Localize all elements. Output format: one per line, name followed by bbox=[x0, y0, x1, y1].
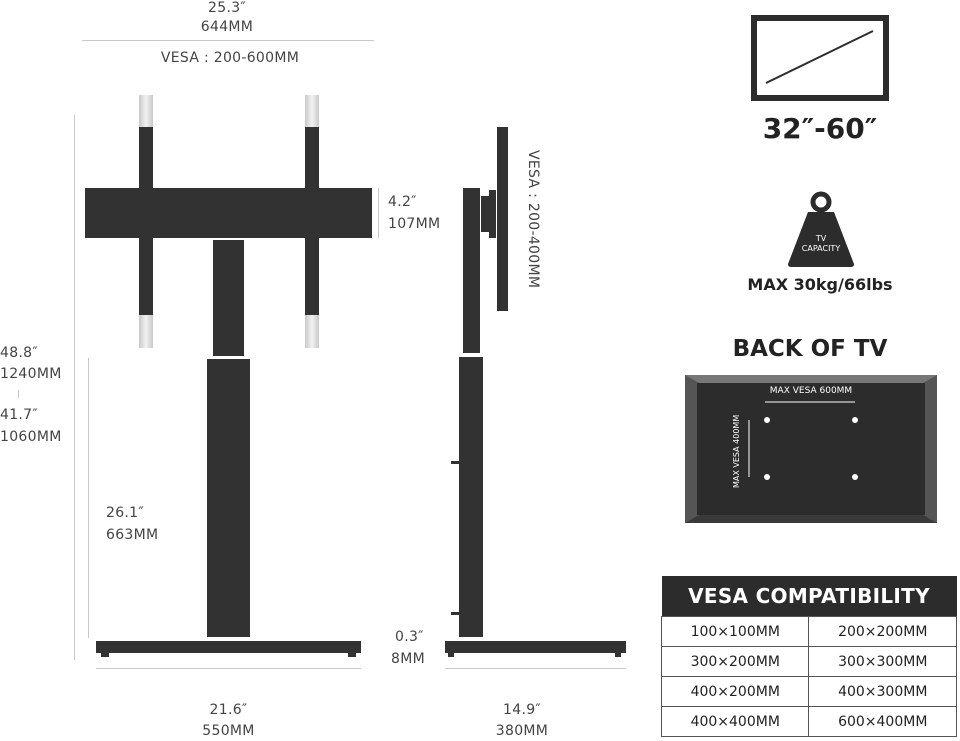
front-top-width-mm: 644MM bbox=[200, 19, 254, 35]
vesa-cell: 600×400MM bbox=[809, 707, 957, 737]
front-base-foot-right bbox=[348, 653, 356, 657]
vesa-table-title: VESA COMPATIBILITY bbox=[662, 576, 957, 617]
table-row bbox=[662, 647, 957, 677]
total-height-min-mm: 1060MM bbox=[0, 429, 62, 445]
right-arm-bottom-tip bbox=[305, 315, 319, 348]
vesa-cell: 300×200MM bbox=[662, 647, 809, 677]
side-lower-column bbox=[459, 357, 483, 637]
back-of-tv-title: BACK OF TV bbox=[732, 336, 888, 362]
base-depth-mm: 380MM bbox=[495, 723, 549, 739]
left-arm-top-tip bbox=[139, 95, 153, 127]
column-height-line bbox=[88, 358, 89, 638]
front-vesa-range: VESA : 200-600MM bbox=[160, 50, 300, 66]
height-range-separator bbox=[18, 390, 19, 398]
max-load: MAX 30kg/66lbs bbox=[747, 275, 893, 294]
weight-icon bbox=[786, 190, 856, 268]
base-thickness-in: 0.3″ bbox=[395, 629, 424, 645]
table-row bbox=[662, 677, 957, 707]
vesa-cell: 100×100MM bbox=[662, 617, 809, 647]
tv-screen-icon bbox=[751, 15, 889, 101]
vesa-cell: 200×200MM bbox=[809, 617, 957, 647]
bracket-height-in: 4.2″ bbox=[388, 194, 417, 210]
front-base-foot-left bbox=[101, 653, 109, 657]
side-base-foot-right bbox=[615, 653, 621, 657]
base-depth-line bbox=[445, 668, 626, 669]
column-height-in: 26.1″ bbox=[106, 505, 144, 521]
right-arm-top-tip bbox=[305, 95, 319, 127]
max-vesa-vertical: MAX VESA 400MM bbox=[732, 414, 741, 488]
back-of-tv-diagram bbox=[685, 375, 937, 523]
total-height-max-in: 48.8″ bbox=[0, 345, 38, 361]
lower-column bbox=[207, 359, 250, 637]
bracket-height-mm: 107MM bbox=[388, 216, 441, 232]
vesa-cell: 300×300MM bbox=[809, 647, 957, 677]
total-height-max-mm: 1240MM bbox=[0, 366, 62, 382]
total-height-min-in: 41.7″ bbox=[0, 407, 38, 423]
base-width-line bbox=[96, 668, 361, 669]
vesa-cell: 400×300MM bbox=[809, 677, 957, 707]
weight-icon-line2: CAPACITY bbox=[801, 244, 841, 253]
weight-icon-line1: TV bbox=[815, 234, 827, 243]
total-height-line bbox=[74, 115, 75, 660]
bracket-plate bbox=[489, 190, 496, 238]
side-base-foot-left bbox=[448, 653, 454, 657]
bracket-clamp bbox=[481, 196, 489, 232]
base-width-in: 21.6″ bbox=[209, 702, 248, 718]
table-row bbox=[662, 617, 957, 647]
side-clip-lower bbox=[451, 612, 459, 615]
column-height-mm: 663MM bbox=[106, 527, 159, 543]
side-upper-column bbox=[463, 188, 480, 353]
side-base bbox=[445, 641, 626, 653]
tv-size-range: 32″-60″ bbox=[762, 112, 878, 145]
tv-side-plate bbox=[497, 127, 508, 311]
weight-icon-label bbox=[786, 234, 856, 254]
vesa-table-header-row bbox=[662, 576, 957, 617]
side-clip-upper bbox=[451, 461, 459, 464]
horizontal-bracket bbox=[85, 188, 372, 238]
base-depth-in: 14.9″ bbox=[503, 702, 541, 718]
max-vesa-horizontal: MAX VESA 600MM bbox=[769, 386, 853, 396]
vesa-compatibility-table bbox=[661, 576, 957, 737]
left-arm-bottom-tip bbox=[139, 315, 153, 348]
table-row bbox=[662, 707, 957, 737]
bracket-height-line bbox=[378, 188, 379, 238]
front-width-dimension-line bbox=[82, 40, 374, 41]
side-vesa-range: VESA : 200-400MM bbox=[525, 150, 541, 289]
vesa-cell: 400×400MM bbox=[662, 707, 809, 737]
base-width-mm: 550MM bbox=[202, 723, 255, 739]
vesa-cell: 400×200MM bbox=[662, 677, 809, 707]
base-thickness-mm: 8MM bbox=[391, 651, 425, 667]
front-base bbox=[96, 641, 361, 653]
front-top-width-in: 25.3″ bbox=[208, 0, 246, 16]
upper-column bbox=[213, 240, 244, 356]
